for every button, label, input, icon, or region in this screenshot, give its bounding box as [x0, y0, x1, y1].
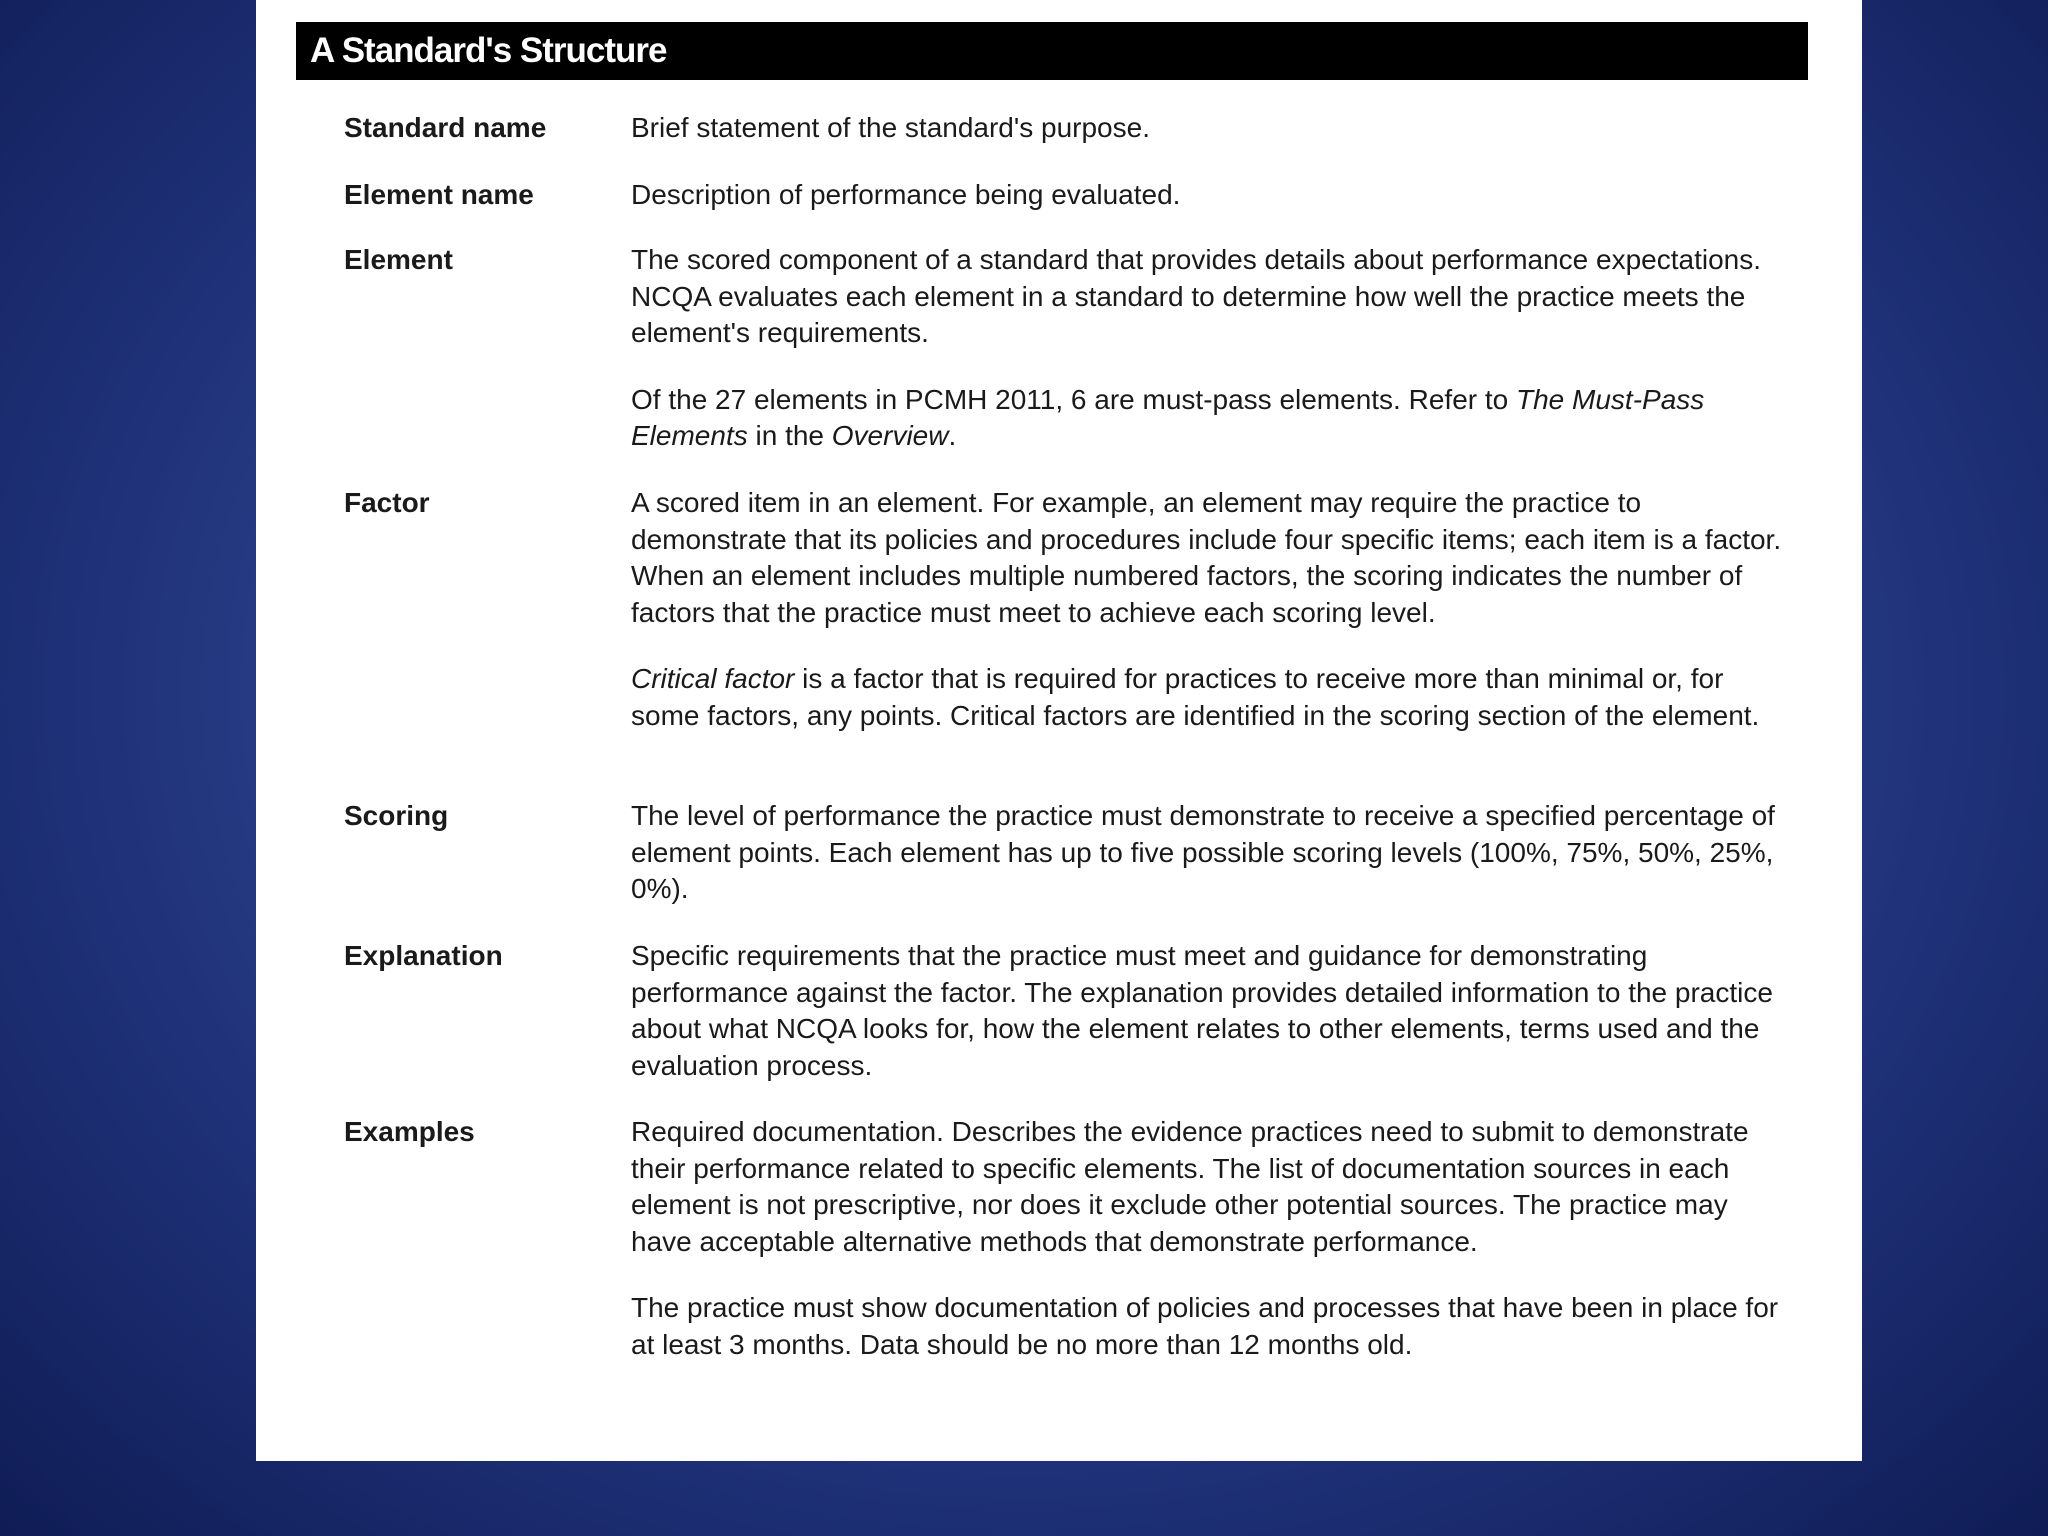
definition-text: [631, 798, 1791, 908]
term-label: Element: [344, 244, 453, 275]
definition-paragraph: The level of performance the practice must demonstrate to receive a specified percentage of element points. Each element has up to five possible scoring levels (100%, 75%, 50%, 25%, 0%).: [631, 800, 1775, 904]
term-label: Examples: [344, 1116, 475, 1147]
section-title-bar: [296, 22, 1808, 80]
definition-paragraph: Specific requirements that the practice must meet and guidance for demonstrating performance against the factor. The explanation provides detailed information to the practice about what NCQA looks for, how the element relates to other elements, terms used and the evaluation process.: [631, 940, 1773, 1081]
definition-paragraph: [631, 382, 1791, 455]
document-page: [256, 0, 1862, 1461]
definition-text: [631, 110, 1791, 147]
definition-text: [631, 1114, 1791, 1363]
text-run: Of the 27 elements in PCMH 2011, 6 are must-pass elements. Refer to: [631, 383, 1516, 415]
text-run: is a factor that is required for practices to receive more than minimal or, for some factors, any points. Critical factors are identified in the scoring section of the element.: [631, 663, 1760, 731]
definition-paragraph: A scored item in an element. For example, an element may require the practice to demonstrate that its policies and procedures include four specific items; each item is a factor. When an element includes multiple numbered factors, the scoring indicates the number of factors that the practice must meet to achieve each scoring level.: [631, 487, 1782, 628]
text-run: in the: [747, 420, 832, 451]
definition-text: [631, 177, 1791, 214]
definition-paragraph: The scored component of a standard that provides details about performance expectations. NCQA evaluates each element in a standard to determine how well the practice meets the element's requirements.: [631, 244, 1762, 348]
italic-reference: The Must-Pass Elements: [631, 383, 1705, 451]
definition-text: [631, 485, 1791, 734]
definition-paragraph: Brief statement of the standard's purpose.: [631, 112, 1150, 143]
definition-text: [631, 242, 1791, 455]
definition-paragraph: The practice must show documentation of policies and processes that have been in place for at least 3 months. Data should be no more than 12 months old.: [631, 1292, 1779, 1360]
italic-reference: Overview: [831, 420, 949, 451]
term-label: Standard name: [344, 112, 547, 143]
term-label: Element name: [344, 179, 534, 210]
text-run: .: [948, 420, 957, 451]
term-label: Scoring: [344, 800, 449, 831]
section-title: A Standard's Structure: [310, 31, 667, 70]
definition-paragraph: Description of performance being evaluated.: [631, 179, 1181, 210]
definition-text: [631, 938, 1791, 1084]
definition-paragraph: [631, 661, 1791, 734]
term-label: Factor: [344, 487, 430, 518]
term-label: Explanation: [344, 940, 503, 971]
italic-term: Critical factor: [631, 663, 795, 694]
definition-paragraph: Required documentation. Describes the evidence practices need to submit to demonstrate their performance related to specific elements. The list of documentation sources in each element is not prescriptive, nor does it exclude other potential sources. The practice may have acceptable alternative methods that demonstrate performance.: [631, 1116, 1749, 1257]
